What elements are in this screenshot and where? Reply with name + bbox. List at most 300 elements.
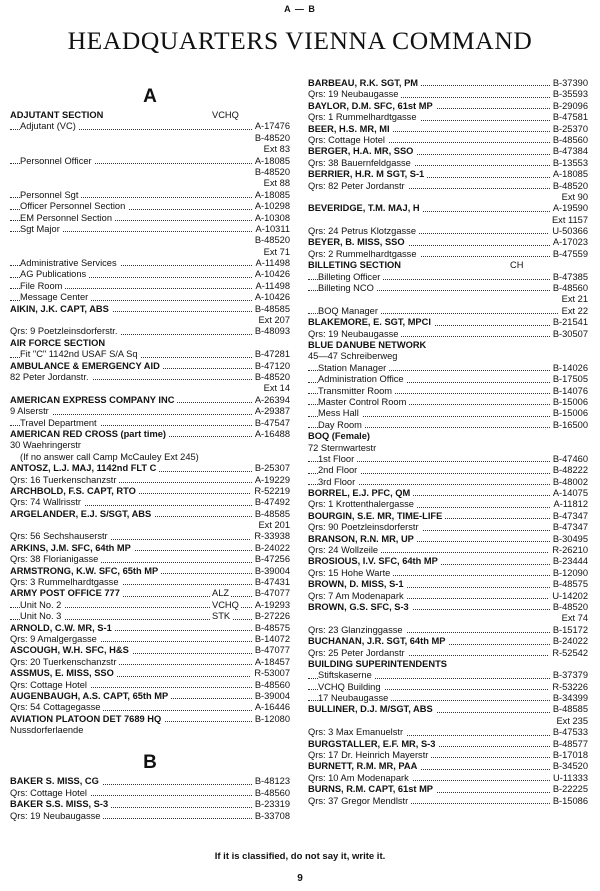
entry-phone: U-14202: [549, 591, 588, 602]
directory-entry: [308, 636, 588, 647]
entry-name: 82 Peter Jordanstr.: [10, 372, 92, 383]
entry-name: Day Room: [318, 420, 365, 431]
directory-entry: [308, 169, 588, 180]
directory-entry: [308, 591, 588, 602]
entry-phone: B-48575: [550, 579, 588, 590]
entry-phone: B-16500: [550, 420, 588, 431]
directory-entry: [308, 454, 588, 465]
entry-phone: Ext 74: [559, 613, 588, 624]
directory-entry: [10, 668, 290, 679]
entry-phone: Ext 201: [255, 520, 290, 531]
entry-phone: B-48560: [252, 788, 290, 799]
entry-name: ASCOUGH, W.H. SFC, H&S: [10, 645, 132, 656]
entry-location: VCHQ: [212, 110, 239, 120]
entry-name: Billeting NCO: [318, 283, 377, 294]
entry-phone: Ext 1157: [549, 215, 588, 226]
entry-phone: B-12090: [550, 568, 588, 579]
directory-entry: [308, 317, 588, 328]
directory-entry: [308, 112, 588, 123]
entry-phone: A-18457: [252, 657, 290, 668]
entry-phone: B-17018: [550, 750, 588, 761]
entry-phone: A-26394: [252, 395, 290, 406]
entry-phone: B-13553: [550, 158, 588, 169]
directory-entry: [10, 799, 290, 810]
directory-entry: [10, 292, 290, 303]
entry-phone: R-53007: [251, 668, 290, 679]
entry-phone: B-15086: [550, 796, 588, 807]
entry-name: Fit "C" 1142nd USAF S/A Sq: [20, 349, 141, 360]
entry-phone: A-17023: [550, 237, 588, 248]
entry-phone: B-47347: [550, 522, 588, 533]
directory-entry: [10, 281, 290, 292]
entry-phone: Ext 90: [559, 192, 588, 203]
directory-entry: [308, 203, 588, 214]
entry-name: Qrs: 90 Poetzleinsdorferstr: [308, 522, 422, 533]
entry-name: ARNOLD, C.W. MR, S-1: [10, 623, 115, 634]
directory-entry: [10, 577, 290, 588]
entry-phone: B-48093: [252, 326, 290, 337]
entry-phone: A-17476: [252, 121, 290, 132]
entry-name: Qrs: 9 Amalgergasse: [10, 634, 100, 645]
entry-phone: R-26210: [549, 545, 588, 556]
directory-entry: [10, 634, 290, 645]
entry-name: VCHQ Building: [318, 682, 384, 693]
directory-entry: [308, 796, 588, 807]
directory-entry: [10, 645, 290, 656]
directory-entry: [308, 237, 588, 248]
entry-name: Qrs: 3 Rummelhardtgasse: [10, 577, 122, 588]
directory-entry: [308, 568, 588, 579]
directory-entry: [10, 258, 290, 269]
entry-name: Qrs: 2 Rummelhardtgasse: [308, 249, 420, 260]
directory-entry: [10, 714, 290, 725]
page-number: 9: [297, 873, 303, 884]
directory-entry: [308, 477, 588, 488]
directory-entry: [308, 602, 588, 613]
directory-entry: [10, 121, 290, 132]
entry-phone: B-39004: [252, 566, 290, 577]
entry-phone: B-25370: [550, 124, 588, 135]
entry-name: Unit No. 3: [20, 611, 64, 622]
entry-name: Sgt Major: [20, 224, 63, 235]
entry-name: Qrs: 19 Neubaugasse: [308, 89, 401, 100]
entry-phone: R-52219: [251, 486, 290, 497]
entry-phone: B-33708: [252, 811, 290, 822]
directory-entry: [308, 784, 588, 795]
entry-location: CH: [510, 260, 524, 271]
directory-entry: [308, 306, 588, 317]
entry-name: Administration Office: [318, 374, 407, 385]
entry-phone: B-39004: [252, 691, 290, 702]
entry-phone: A-29387: [252, 406, 290, 417]
entry-phone: B-14072: [252, 634, 290, 645]
directory-entry: [10, 338, 290, 349]
directory-entry: [10, 475, 290, 486]
entry-name: Qrs: 16 Tuerkenschanzstr: [10, 475, 119, 486]
entry-name: BOURGIN, S.E. MR, TIME-LIFE: [308, 511, 445, 522]
directory-entry: [308, 397, 588, 408]
entry-name: Qrs: 15 Hohe Warte: [308, 568, 393, 579]
entry-name: Station Manager: [318, 363, 389, 374]
entry-name: Qrs: 38 Florianigasse: [10, 554, 101, 565]
entry-location: STK: [212, 611, 231, 622]
entry-name: Qrs: 82 Peter Jordanstr: [308, 181, 408, 192]
entry-name: 17 Neubaugasse: [318, 693, 391, 704]
entry-name: Qrs: Cottage Hotel: [10, 680, 90, 691]
entry-name: BEYER, B. MISS, SSO: [308, 237, 408, 248]
directory-entry: [308, 192, 588, 203]
directory-entry: [308, 716, 588, 727]
entry-phone: A-11498: [253, 281, 290, 292]
entry-name: Personnel Sgt: [20, 190, 81, 201]
entry-phone: B-22225: [550, 784, 588, 795]
entry-name: Personnel Officer: [20, 156, 95, 167]
entry-phone: B-15006: [550, 397, 588, 408]
entry-phone: B-29096: [550, 101, 588, 112]
directory-entry: [10, 531, 290, 542]
directory-entry: [308, 727, 588, 738]
entry-name: BRANSON, R.N. MR, UP: [308, 534, 417, 545]
directory-entry: [10, 588, 290, 599]
entry-phone: B-47581: [550, 112, 588, 123]
directory-entry: [308, 374, 588, 385]
directory-entry: [10, 725, 290, 736]
entry-phone: A-14075: [550, 488, 588, 499]
directory-entry: [308, 579, 588, 590]
directory-entry: [308, 124, 588, 135]
entry-name: Message Center: [20, 292, 91, 303]
directory-entry: [10, 554, 290, 565]
directory-entry: [308, 181, 588, 192]
entry-phone: B-48577: [550, 739, 588, 750]
directory-entry: [10, 600, 290, 611]
directory-entry: [308, 158, 588, 169]
entry-name: BILLETING SECTION: [308, 260, 404, 271]
directory-entry: [10, 326, 290, 337]
entry-phone: B-48520: [550, 602, 588, 613]
directory-entry: [10, 691, 290, 702]
directory-entry: [308, 363, 588, 374]
directory-entry: [10, 201, 290, 212]
directory-entry: [10, 247, 290, 258]
entry-phone: Ext 83: [261, 144, 290, 155]
section-letter: B: [143, 752, 157, 774]
directory-entry: [308, 704, 588, 715]
entry-name: BUCHANAN, J.R. SGT, 64th MP: [308, 636, 448, 647]
directory-entry: [308, 249, 588, 260]
directory-entry: [10, 315, 290, 326]
entry-name: Qrs: Cottage Hotel: [308, 135, 388, 146]
entry-phone: B-48585: [252, 304, 290, 315]
directory-entry: [308, 659, 588, 670]
entry-name: AIKIN, J.K. CAPT, ABS: [10, 304, 112, 315]
directory-entry: [10, 372, 290, 383]
directory-entry: [308, 443, 588, 454]
entry-phone: A-18085: [252, 156, 290, 167]
footer-motto: If it is classified, do not say it, write it.: [214, 851, 386, 862]
entry-name: BEER, H.S. MR, MI: [308, 124, 393, 135]
directory-entry: [10, 213, 290, 224]
entry-name: Officer Personnel Section: [20, 201, 128, 212]
directory-entry: [10, 178, 290, 189]
directory-entry: [10, 269, 290, 280]
directory-entry: [10, 452, 290, 463]
entry-phone: B-48560: [252, 680, 290, 691]
entry-phone: B-48520: [252, 372, 290, 383]
entry-name: Qrs: 37 Gregor Mendlstr: [308, 796, 411, 807]
entry-phone: A-16446: [252, 702, 290, 713]
entry-name: Stiftskaserne: [318, 670, 375, 681]
entry-name: AG Publications: [20, 269, 89, 280]
entry-name: BOQ Manager: [318, 306, 381, 317]
entry-name: AMERICAN RED CROSS (part time): [10, 429, 169, 440]
directory-entry: [10, 383, 290, 394]
entry-name: (If no answer call Camp McCauley Ext 245): [20, 452, 202, 463]
entry-phone: B-47281: [252, 349, 290, 360]
entry-location: ALZ: [212, 588, 230, 599]
directory-entry: [308, 351, 588, 362]
directory-entry: [10, 776, 290, 787]
entry-name: AMERICAN EXPRESS COMPANY INC: [10, 395, 177, 406]
entry-phone: B-47256: [252, 554, 290, 565]
entry-name: Mess Hall: [318, 408, 362, 419]
entry-name: AMBULANCE & EMERGENCY AID: [10, 361, 163, 372]
entry-name: BLAKEMORE, E. SGT, MPCI: [308, 317, 434, 328]
directory-entry: [308, 89, 588, 100]
entry-phone: B-15006: [550, 408, 588, 419]
entry-phone: B-47077: [252, 588, 290, 599]
entry-name: BURNETT, R.M. MR, PAA: [308, 761, 420, 772]
directory-entry: [308, 522, 588, 533]
entry-name: BORREL, E.J. PFC, QM: [308, 488, 413, 499]
entry-phone: B-48520: [252, 167, 290, 178]
entry-name: 30 Waehringerstr: [10, 440, 84, 451]
directory-entry: [308, 648, 588, 659]
entry-phone: U-50366: [549, 226, 588, 237]
entry-name: BUILDING SUPERINTENDENTS: [308, 659, 450, 670]
entry-phone: B-48560: [550, 283, 588, 294]
entry-phone: B-48585: [252, 509, 290, 520]
entry-name: Qrs: 19 Neubaugasse: [308, 329, 401, 340]
entry-phone: B-14026: [550, 363, 588, 374]
directory-entry: [10, 429, 290, 440]
directory-entry: [10, 133, 290, 144]
directory-entry: [10, 486, 290, 497]
entry-phone: B-14076: [550, 386, 588, 397]
entry-phone: B-48520: [550, 181, 588, 192]
entry-phone: A-19229: [252, 475, 290, 486]
entry-name: BURGSTALLER, E.F. MR, S-3: [308, 739, 438, 750]
directory-entry: [308, 386, 588, 397]
entry-phone: Ext 88: [261, 178, 290, 189]
entry-phone: B-47120: [252, 361, 290, 372]
directory-entry: [10, 440, 290, 451]
entry-phone: B-24022: [252, 543, 290, 554]
entry-phone: B-27226: [252, 611, 290, 622]
entry-phone: B-47385: [550, 272, 588, 283]
directory-entry: [10, 235, 290, 246]
directory-entry: [10, 418, 290, 429]
entry-name: Qrs: 38 Bauernfeldgasse: [308, 158, 414, 169]
entry-phone: A-11498: [253, 258, 290, 269]
directory-entry: [10, 304, 290, 315]
directory-entry: [10, 680, 290, 691]
entry-phone: B-47077: [252, 645, 290, 656]
entry-name: Qrs: 25 Peter Jordanstr: [308, 648, 408, 659]
entry-name: Travel Department: [20, 418, 100, 429]
entry-phone: B-48222: [550, 465, 588, 476]
entry-phone: B-47431: [252, 577, 290, 588]
directory-entry: [10, 811, 290, 822]
entry-name: Qrs: 54 Cottagegasse: [10, 702, 103, 713]
entry-name: BULLINER, D.J. M/SGT, ABS: [308, 704, 436, 715]
entry-phone: B-48123: [252, 776, 290, 787]
entry-name: BURNS, R.M. CAPT, 61st MP: [308, 784, 436, 795]
entry-phone: A-19293: [252, 600, 290, 611]
directory-entry: [10, 167, 290, 178]
directory-entry: [10, 395, 290, 406]
entry-location: VCHQ: [212, 599, 239, 610]
entry-name: Nussdorferlaende: [10, 725, 86, 736]
entry-name: Qrs: 74 Wallrisstr: [10, 497, 84, 508]
directory-entry: [308, 329, 588, 340]
entry-name: 9 Alserstr: [10, 406, 52, 417]
directory-entry: [308, 340, 588, 351]
entry-phone: B-23444: [550, 556, 588, 567]
entry-name: BEVERIDGE, T.M. MAJ, H: [308, 203, 423, 214]
entry-name: 72 Sternwartestr: [308, 443, 379, 454]
entry-phone: Ext 71: [261, 247, 290, 258]
entry-name: BAKER S.S. MISS, S-3: [10, 799, 111, 810]
entry-phone: B-35593: [550, 89, 588, 100]
directory-entry: [308, 499, 588, 510]
entry-phone: B-30507: [550, 329, 588, 340]
entry-phone: B-48560: [550, 135, 588, 146]
entry-phone: B-24022: [550, 636, 588, 647]
directory-entry: [10, 463, 290, 474]
entry-phone: B-47533: [550, 727, 588, 738]
section-spacer: [10, 736, 290, 744]
entry-phone: B-21541: [550, 317, 588, 328]
entry-name: ARKINS, J.M. SFC, 64th MP: [10, 543, 134, 554]
entry-name: Qrs: 24 Petrus Klotzgasse: [308, 226, 419, 237]
right-column: [308, 78, 588, 807]
directory-entry: [10, 702, 290, 713]
directory-entry: [10, 406, 290, 417]
entry-phone: B-47492: [252, 497, 290, 508]
entry-name: Transmitter Room: [318, 386, 395, 397]
entry-phone: B-34520: [550, 761, 588, 772]
entry-phone: B-48520: [252, 235, 290, 246]
entry-name: ARGELANDER, E.J. S/SGT, ABS: [10, 509, 154, 520]
directory-entry: [10, 566, 290, 577]
entry-name: ASSMUS, E. MISS, SSO: [10, 668, 117, 679]
entry-name: Qrs: 17 Dr. Heinrich Mayerstr: [308, 750, 431, 761]
entry-name: EM Personnel Section: [20, 213, 115, 224]
directory-entry: [10, 497, 290, 508]
entry-phone: U-11333: [550, 773, 588, 784]
entry-name: AVIATION PLATOON DET 7689 HQ: [10, 714, 164, 725]
directory-entry: [10, 509, 290, 520]
entry-name: Adjutant (VC): [20, 121, 79, 132]
directory-entry: [308, 545, 588, 556]
entry-name: ARCHBOLD, F.S. CAPT, RTO: [10, 486, 139, 497]
entry-phone: B-37379: [550, 670, 588, 681]
directory-entry: [308, 135, 588, 146]
entry-name: BOQ (Female): [308, 431, 373, 442]
entry-phone: B-47384: [550, 146, 588, 157]
entry-name: 45—47 Schreiberweg: [308, 351, 400, 362]
entry-name: Qrs: 10 Am Modenapark: [308, 773, 412, 784]
entry-phone: A-10308: [252, 213, 290, 224]
directory-entry: [308, 682, 588, 693]
entry-name: BLUE DANUBE NETWORK: [308, 340, 429, 351]
entry-phone: B-15172: [550, 625, 588, 636]
entry-phone: B-47559: [550, 249, 588, 260]
entry-phone: Ext 14: [261, 383, 290, 394]
directory-entry: [308, 260, 588, 271]
entry-name: BAYLOR, D.M. SFC, 61st MP: [308, 101, 436, 112]
entry-phone: B-37390: [550, 78, 588, 89]
directory-entry: [10, 144, 290, 155]
directory-entry: [308, 693, 588, 704]
entry-phone: Ext 22: [559, 306, 588, 317]
entry-phone: B-30495: [550, 534, 588, 545]
directory-entry: [308, 408, 588, 419]
directory-entry: [308, 511, 588, 522]
directory-entry: [308, 146, 588, 157]
entry-phone: R-52542: [549, 648, 588, 659]
directory-entry: [308, 431, 588, 442]
entry-name: 3rd Floor: [318, 477, 358, 488]
directory-entry: [308, 625, 588, 636]
entry-phone: B-48002: [550, 477, 588, 488]
directory-entry: [308, 272, 588, 283]
entry-phone: A-18085: [252, 190, 290, 201]
entry-name: BARBEAU, R.K. SGT, PM: [308, 78, 421, 89]
entry-name: Billeting Officer: [318, 272, 383, 283]
directory-entry: [10, 520, 290, 531]
entry-phone: R-53226: [549, 682, 588, 693]
section-letter: A: [143, 86, 157, 107]
entry-name: BROSIOUS, I.V. SFC, 64th MP: [308, 556, 441, 567]
page-title: HEADQUARTERS VIENNA COMMAND: [67, 26, 533, 55]
entry-phone: Ext 21: [559, 294, 588, 305]
entry-name: Qrs: 20 Tuerkenschanzstr: [10, 657, 119, 668]
entry-phone: A-10311: [253, 224, 290, 235]
directory-entry: [10, 657, 290, 668]
entry-name: Qrs: 1 Krottenthalergasse: [308, 499, 417, 510]
entry-phone: Ext 235: [553, 716, 588, 727]
entry-name: ADJUTANT SECTION: [10, 110, 106, 121]
entry-phone: A-16488: [252, 429, 290, 440]
directory-entry: [10, 156, 290, 167]
entry-phone: B-12080: [252, 714, 290, 725]
entry-phone: B-47347: [550, 511, 588, 522]
directory-entry: [10, 190, 290, 201]
directory-entry: [308, 420, 588, 431]
directory-entry: [10, 110, 290, 121]
directory-entry: [308, 283, 588, 294]
directory-entry: [10, 788, 290, 799]
entry-name: Qrs: 3 Max Emanuelstr: [308, 727, 406, 738]
directory-entry: [308, 78, 588, 89]
entry-phone: B-34399: [550, 693, 588, 704]
directory-entry: [308, 670, 588, 681]
directory-entry: [10, 611, 290, 622]
directory-entry: [10, 224, 290, 235]
entry-name: Unit No. 2: [20, 600, 64, 611]
